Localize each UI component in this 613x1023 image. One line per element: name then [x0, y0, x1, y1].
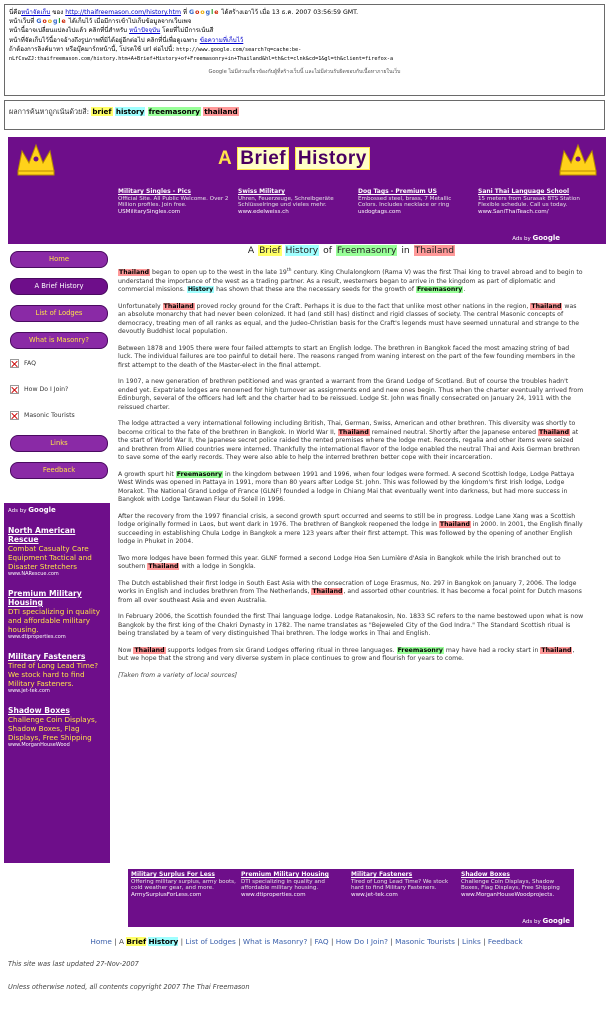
article-paragraph: In 1907, a new generation of brethren petitioned and was granted a warrant from the Grand Lodge of Scotland. But of course the troubles hadn't ended yet. Expatriate lodges are renowned for high turnover as assignments end and new ones begin. Thus when the charter eventually arrived from Edinburgh, several of the officers had left and the charter had to be reissued. Lodge St. John was finally consecrated on January 24, 1911 with the reissued charter.: [118, 378, 584, 411]
site-banner: [8, 137, 606, 244]
cache-line-3: หน้านี้อาจเปลี่ยนแปลงไปแล้ว คลิกที่นี่สำหรับ หน้าปัจจุบัน โดยที่ไม่มีการเน้นสี: [9, 27, 214, 35]
nav-home-button[interactable]: Home: [10, 251, 108, 268]
footer-join-link[interactable]: How Do I Join?: [335, 937, 388, 946]
article-paragraph: The lodge attracted a very international following including British, Thai, German, Swiss, American and other brethren. This diversity was shortly to become critical to the fate of the brethren in Bangkok. In World War II, Thailand remained neutral. Shortly after the Japanese entered Thailand at the start of World War II, the Japanese secret police raided the rented premises where the lodge met. Records, regalia and other items were seized and brethren from Allied countries were interned. Thankfully the international flavor of the lodge enabled the neutral Thai and Axis German brethren to save some of the early records. They were also able to help the interred brethren better cope with their incarceration.: [118, 420, 580, 461]
article-paragraph: A growth spurt hit Freemasonry in the kingdom between 1991 and 1996, when four lodges were formed. A second Scottish lodge, Lodge Pattaya West Winds was opened in Pattaya in 1991, more than 80 years after Lodge St. John. This was followed by the kingdom's first Irish lodge, Lodge Morakot. The National Grand Lodge of France (GLNF) founded a lodge in Chiang Mai that eventually went into darkness, but had more success in Bangkok with Lodge Tantawan Fleur du Soleil in 1996.: [118, 470, 575, 503]
broken-image-icon: [10, 411, 19, 420]
footer-lodges-link[interactable]: List of Lodges: [185, 937, 236, 946]
last-updated: This site was last updated 27-Nov-2007: [8, 960, 139, 968]
highlight-term: brief: [92, 107, 112, 116]
ad-unit[interactable]: North American Rescue Combat Casualty Care Equipment Tactical and Disaster Stretchers www.NARescue.com: [8, 526, 92, 577]
nav-faq-link[interactable]: FAQ: [8, 353, 110, 373]
footer-feedback-link[interactable]: Feedback: [487, 937, 523, 946]
page-title: A Brief History of Freemasonry in Thailand: [247, 245, 455, 256]
bottom-ads: [128, 869, 574, 927]
article-paragraph: Two more lodges have been formed this year. GLNF formed a second Lodge Hoa Sen Lumière d'Asia in Bangkok while the Irish branched out to southern Thailand with a lodge in Songkla.: [118, 554, 561, 570]
article-paragraph: After the recovery from the 1997 financial crisis, a second growth spurt occurred and seems to still be in progress. Lodge Lane Xang was a Scottish lodge originally formed in Laos, but went dark in 1976. The brethren of Bangkok reopened the lodge in Thailand in 2000. In 2001, the English finally succeeding in establishing Chula Lodge in Bangkok a mere 123 years after their first attempt. This was followed by the opening of another English lodge in Phuket in 2004.: [118, 512, 583, 545]
source-note: [Taken from a variety of local sources]: [118, 671, 238, 679]
nav-feedback-button[interactable]: Feedback: [10, 462, 108, 479]
sidebar-ads: [4, 503, 110, 863]
ad-unit[interactable]: Military Fasteners Tired of Long Lead Time? We stock hard to find Military Fasteners. www.jet-tek.com: [8, 652, 99, 694]
nav-list-of-lodges-button[interactable]: List of Lodges: [10, 305, 108, 322]
ad-unit[interactable]: Military Surplus For Less Offering military surplus, army boots, cold weather gear, and more. ArmySurplusForLess.com: [131, 871, 236, 898]
nav-what-is-masonry-button[interactable]: What is Masonry?: [10, 332, 108, 349]
article-paragraph: In February 2006, the Scottish founded the first Thai language lodge. Lodge Ratanakosin, No. 1833 SC refers to the name bestowed upon what is now Bangkok by the first king of the Chakri Dynasty in 1782. The name translates as "Bejeweled City of the God Indra." The Standard Scottish ritual is being translated by a team of very distinguished Thai brethren. The lodge works in Thai and English.: [118, 613, 584, 637]
nav-brief-history-button[interactable]: A Brief History: [10, 278, 108, 295]
highlight-term: history: [115, 107, 145, 116]
google-logo-text: Google: [189, 9, 220, 16]
nav-links-button[interactable]: Links: [10, 435, 108, 452]
footer-faq-link[interactable]: FAQ: [314, 937, 329, 946]
footer-home-link[interactable]: Home: [90, 937, 112, 946]
article-paragraph: The Dutch established their first lodge in South East Asia with the consecration of Loge Erasmus, No. 297 in Bangkok on January 7, 2006. The lodge works in English and includes brethren from The Netherlands, Thailand, and assorted other countries. It has become a focal point for Dutch masons from all over southeast Asia and even Australia.: [118, 579, 582, 604]
article-paragraph: Unfortunately Thailand proved rocky ground for the Craft. Perhaps it is due to the fact that unlike most other nations in the region, Thailand was an absolute monarchy that had never been colonized. It had (and still has) distinct and rigid classes of society. The central Masonic concepts of democracy, treating men of all ranks as equal, and the Judeo-Christian basis for the Craft's legends must have seemed unnatural and strange to the devoutly Buddhist local population.: [118, 302, 580, 335]
nav-masonic-tourists-link[interactable]: Masonic Tourists: [8, 405, 110, 425]
ad-unit[interactable]: Dog Tags - Premium US Embossed steel, brass, 7 Metallic Colors. Includes necklace or ring usdogtags.com: [358, 188, 452, 215]
footer-current-page: A Brief History: [119, 937, 179, 946]
ad-unit[interactable]: Premium Military Housing DTI specializing in quality and affordable military housing. www.dtiproperties.com: [8, 589, 101, 640]
broken-image-icon: [10, 385, 19, 394]
cache-line-4: หน้าที่จัดเก็บไว้นี้อาจอ้างถึงรูปภาพที่มิได้อยู่อีกต่อไป คลิกที่นี่เพื่อดูเฉพาะ ข้อความที่เก็บไว้: [9, 36, 244, 44]
ads-by-google-link[interactable]: Ads by Google: [512, 234, 560, 242]
ad-unit[interactable]: Premium Military Housing DTI specializing in quality and affordable military housing. www.dtiproperties.com: [241, 871, 329, 898]
original-url-link[interactable]: http://thaifreemason.com/history.htm: [65, 9, 181, 16]
footer-links-link[interactable]: Links: [462, 937, 481, 946]
highlight-terms-bar: [4, 100, 605, 130]
current-page-link[interactable]: หน้าปัจจุบัน: [129, 27, 161, 35]
cache-line-5: ถ้าต้องการลิงค์มาหา หรือบุ๊คมาร์กหน้านี้, โปรดใช้ url ต่อไปนี้: http://www.google.com/search?q=cache:be-: [9, 45, 302, 53]
cache-line-2: หน้าเว็บที่ Google ได้เก็บไว้ เมื่อมีการเข้าไปเก็บข้อมูลจากเว็บเพจ: [9, 18, 192, 26]
cache-link[interactable]: หน้าจัดเก็บ: [21, 9, 51, 16]
ad-unit[interactable]: Shadow Boxes Challenge Coin Displays, Shadow Boxes, Flag Displays, Free Shipping www.MorganHouseWoodprojects.: [461, 871, 560, 898]
ad-unit[interactable]: Military Singles - Pics Official Site. All Public Welcome. Over 2 Million profiles. Join free. USMilitarySingles.com: [118, 188, 229, 215]
cache-line-1: นี่คือหน้าจัดเก็บ ของ http://thaifreemason.com/history.htm ที่ Google ได้สร้างเอาไว้ เมื่อ 13 ธ.ค. 2007 03:56:59 GMT.: [9, 9, 359, 16]
article-paragraph: Between 1878 and 1905 there were four failed attempts to start an English lodge. The brethren in Bangkok faced the most amazing string of bad luck. The individual failures are too painful to detail here. The reasons ranged from waning interest on the part of the few founding members in the first attempt to the death of the Master-elect in the final attempt.: [118, 344, 576, 369]
footer-tourists-link[interactable]: Masonic Tourists: [395, 937, 455, 946]
footer-masonry-link[interactable]: What is Masonry?: [242, 937, 308, 946]
ad-unit[interactable]: Military Fasteners Tired of Long Lead Time? We stock hard to find Military Fasteners. www.jet-tek.com: [351, 871, 449, 898]
highlight-label: ผลการค้นหาถูกเน้นด้วยสี:: [9, 107, 90, 116]
ad-unit[interactable]: Swiss Military Uhren, Feuerzeuge, Schreibgeräte Schlüsselringe und vieles mehr. www.edelweiss.ch: [238, 188, 334, 215]
crown-icon: [14, 141, 58, 177]
sidebar-nav: [8, 246, 110, 479]
site-title: A Brief History: [218, 148, 370, 170]
cache-disclaimer: Google ไม่มีส่วนเกี่ยวข้องกับผู้ที่สร้างเว็บนี้ และไม่มีส่วนรับผิดชอบกับเนื้อหาภายในเว็บ: [208, 69, 401, 76]
ads-by-google-link[interactable]: Ads by Google: [522, 917, 570, 925]
broken-image-icon: [10, 359, 19, 368]
highlight-term: freemasonry: [148, 107, 200, 116]
article: [118, 245, 584, 679]
text-only-link[interactable]: ข้อความที่เก็บไว้: [199, 36, 244, 44]
footer-nav: Home | A Brief History | List of Lodges | What is Masonry? | FAQ | How Do I Join? | Masonic Tourists | Links | Feedback: [90, 937, 523, 946]
cache-url-line: nLfCswZJ:thaifreemason.com/history.htm+A+Brief+History+of+Freemasonry+in+Thailand&hl=th&ct=clnk&cd=1&gl=th&client=firefox-a: [9, 56, 394, 63]
article-paragraph: Now Thailand supports lodges from six Grand Lodges offering ritual in three languages. Freemasonry may have had a rocky start in Thailand, but we hope that the strong and very diverse system in place continues to grow and flourish for years to come.: [118, 646, 575, 662]
highlight-term: thailand: [204, 107, 238, 116]
cache-header: [4, 4, 605, 96]
google-logo-text-2: Google: [36, 18, 67, 26]
banner-ads: [118, 189, 598, 233]
copyright: Unless otherwise noted, all contents copyright 2007 The Thai Freemason: [8, 983, 250, 991]
ads-by-google-link[interactable]: Ads by Google: [8, 506, 56, 514]
ad-unit[interactable]: Shadow Boxes Challenge Coin Displays, Shadow Boxes, Flag Displays, Free Shipping www.MorganHouseWood: [8, 706, 97, 748]
nav-how-do-i-join-link[interactable]: How Do I Join?: [8, 379, 110, 399]
crown-icon: [556, 141, 600, 177]
article-paragraph: Thailand began to open up to the west in the late 19th century. King Chulalongkorn (Rama V) was the first Thai king to travel abroad and to begin to understand the importance of the west as a trading partner. As a result, westerners began to arrive in the kingdom as part of diplomatic and commercial missions. History has shown that these are the necessary seeds for the growth of Freemasonry.: [118, 267, 583, 293]
ad-unit[interactable]: Sani Thai Language School 15 meters from Surasak BTS Station Flexible schedule. Call us today. www.SaniThaiTeach.com/: [478, 188, 580, 215]
